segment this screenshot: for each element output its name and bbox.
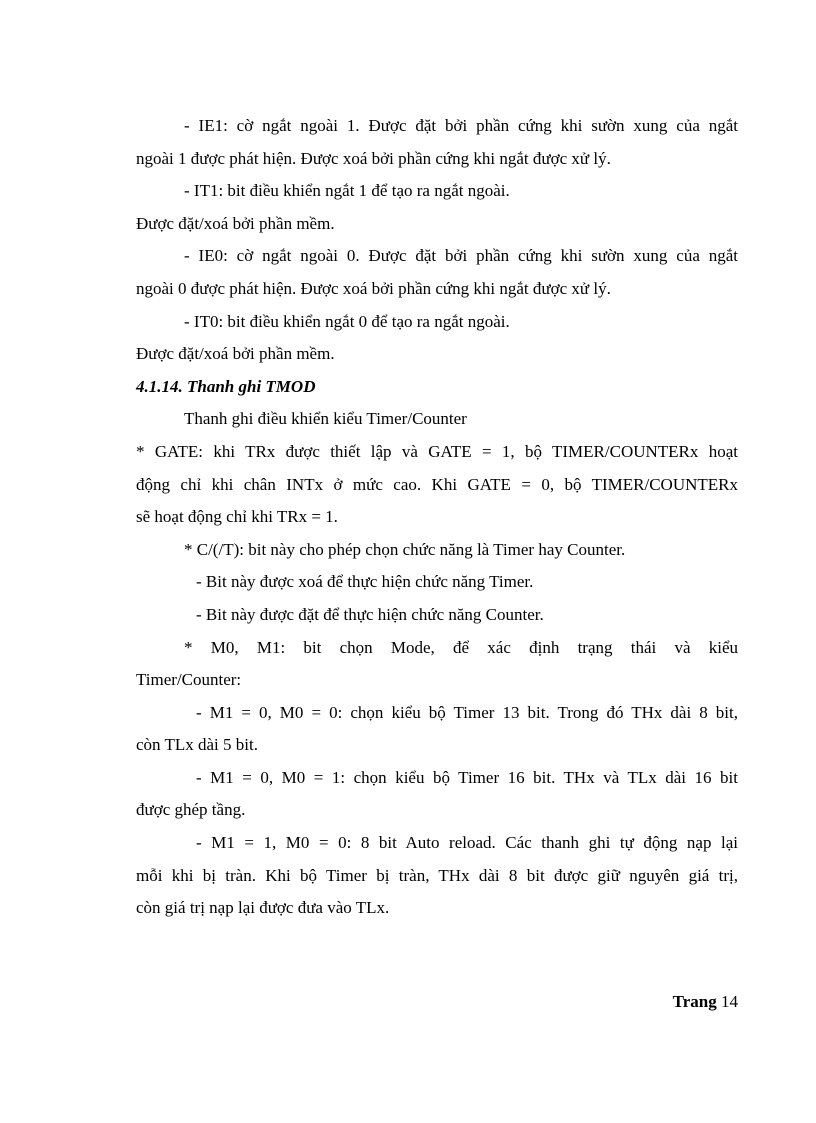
document-body (136, 110, 738, 925)
paragraph-line: - IT1: bit điều khiển ngắt 1 để tạo ra ngắt ngoài. (184, 181, 510, 201)
section-heading: 4.1.14. Thanh ghi TMOD (136, 376, 316, 396)
page-footer (673, 992, 738, 1012)
paragraph-line: - IE0: cờ ngắt ngoài 0. Được đặt bởi phần cứng khi sườn xung của ngắt (184, 246, 738, 266)
paragraph-line: Được đặt/xoá bởi phần mềm. (136, 344, 335, 364)
paragraph-line: - Bit này được đặt để thực hiện chức năng Counter. (196, 604, 544, 624)
page-label: Trang (672, 992, 717, 1011)
paragraph-line: - IT0: bit điều khiển ngắt 0 để tạo ra ngắt ngoài. (184, 311, 510, 331)
paragraph-line: Timer/Counter: (136, 670, 242, 690)
paragraph-line: - IE1: cờ ngắt ngoài 1. Được đặt bởi phần cứng khi sườn xung của ngắt (184, 116, 738, 135)
paragraph-line: động chỉ khi chân INTx ở mức cao. Khi GATE = 0, bộ TIMER/COUNTERx (136, 474, 738, 494)
paragraph-line: * C/(/T): bit này cho phép chọn chức năng là Timer hay Counter. (184, 539, 626, 559)
paragraph-line: mỗi khi bị tràn. Khi bộ Timer bị tràn, THx dài 8 bit được giữ nguyên giá trị, (136, 865, 738, 885)
page-number: 14 (721, 992, 738, 1011)
paragraph-line: - M1 = 0, M0 = 0: chọn kiểu bộ Timer 13 bit. Trong đó THx dài 8 bit, (196, 702, 738, 722)
paragraph-line: còn TLx dài 5 bit. (136, 735, 258, 755)
paragraph-line: - Bit này được xoá để thực hiện chức năng Timer. (196, 572, 534, 592)
paragraph-line: * M0, M1: bit chọn Mode, để xác định trạng thái và kiểu (184, 637, 738, 657)
paragraph-line: ngoài 0 được phát hiện. Được xoá bởi phần cứng khi ngắt được xử lý. (136, 278, 611, 298)
paragraph-line: - M1 = 1, M0 = 0: 8 bit Auto reload. Các thanh ghi tự động nạp lại (196, 833, 738, 853)
paragraph-line: Thanh ghi điều khiển kiểu Timer/Counter (184, 409, 467, 429)
paragraph-line: Được đặt/xoá bởi phần mềm. (136, 213, 335, 233)
paragraph-line: * GATE: khi TRx được thiết lập và GATE = 1, bộ TIMER/COUNTERx hoạt (136, 441, 738, 461)
paragraph-line: sẽ hoạt động chỉ khi TRx = 1. (136, 507, 338, 527)
paragraph-line: - M1 = 0, M0 = 1: chọn kiểu bộ Timer 16 bit. THx và TLx dài 16 bit (196, 767, 738, 787)
paragraph-line: được ghép tầng. (136, 800, 246, 820)
paragraph-line: còn giá trị nạp lại được đưa vào TLx. (136, 898, 390, 918)
paragraph-line: ngoài 1 được phát hiện. Được xoá bởi phần cứng khi ngắt được xử lý. (136, 148, 611, 168)
